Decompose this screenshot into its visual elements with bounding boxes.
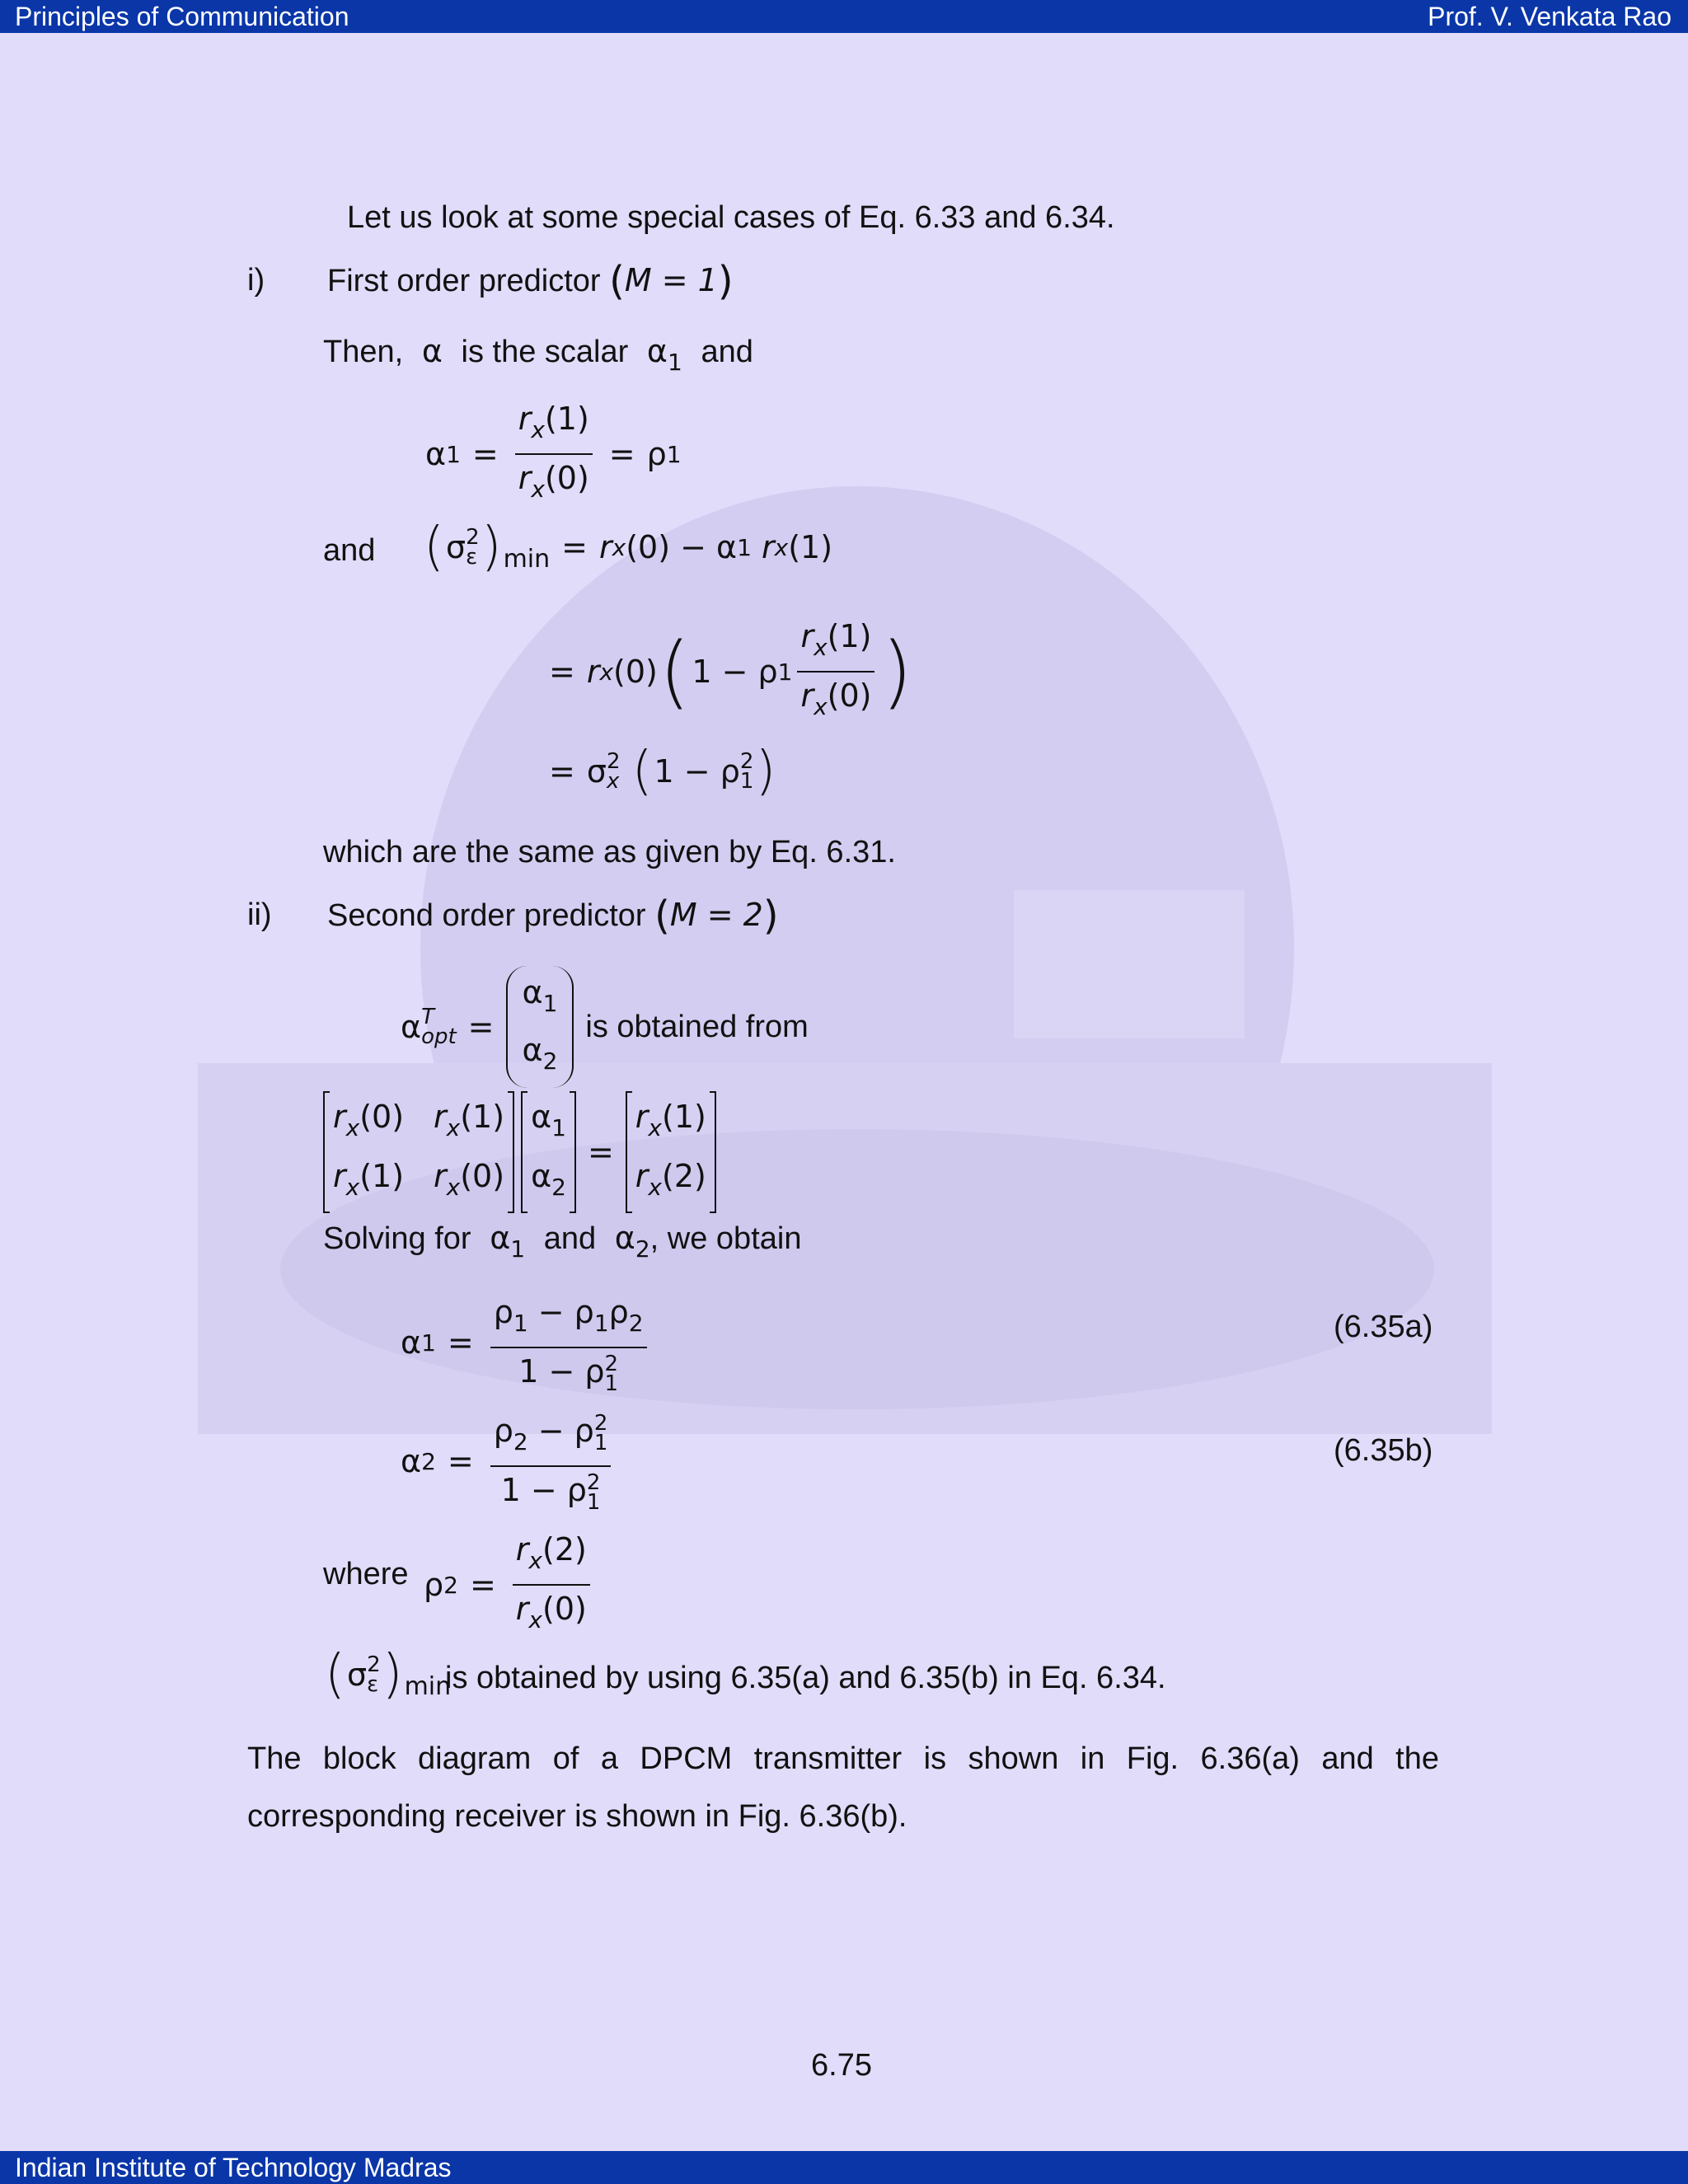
m-equals-2: M = 2 — [669, 897, 763, 933]
eq-sigma-min-3: = σ 2 x ( 1 − ρ 2 1 ) — [549, 741, 776, 802]
course-title: Principles of Communication — [15, 2, 349, 31]
footer-bar — [0, 2151, 1688, 2184]
then-word: Then, — [323, 335, 404, 369]
then-and: and — [701, 335, 753, 369]
scalar-text: is the scalar — [461, 335, 629, 369]
same-as-text: which are the same as given by Eq. 6.31. — [323, 835, 896, 869]
paragraph-line-2: corresponding receiver is shown in Fig. 6.36(b). — [247, 1799, 907, 1834]
eq-6-35a-label: (6.35a) — [1334, 1310, 1433, 1344]
where-word: where — [323, 1557, 409, 1591]
eq-alpha1-first-order: α 1 = $\frac{r_x(1)}{r_x(0)}$ = ρ 1 — [425, 401, 682, 503]
we-obtain: , we obtain — [649, 1221, 802, 1256]
eq-matrix-system: $r_x(0)$ $r_x(1)$ $r_x(1)$ $r_x(0)$ $\alpha_1$ $\alpha_2$ = $r_x(1)$ $r_x(2)$ — [323, 1091, 716, 1213]
paragraph-line-1: The block diagram of a DPCM transmitter is shown in Fig. 6.36(a) and the — [247, 1741, 1439, 1776]
eq-6-35a: α 1 = $\rho_1 - \rho_1\rho_2$ 1 − ρ 2 1 — [401, 1292, 652, 1394]
eq-sigma-min-2: = r x (0) ( 1 − ρ 1 $\frac{r_x(1)}{r_x(0)}$ ) — [549, 618, 912, 720]
item1-marker: i) — [247, 263, 265, 298]
intro-text: Let us look at some special cases of Eq. 6.33 and 6.34. — [347, 200, 1115, 235]
item2-heading: Second order predictor (M = 2) — [327, 893, 779, 939]
eq-6-35b-label: (6.35b) — [1334, 1433, 1433, 1468]
author-name: Prof. V. Venkata Rao — [1428, 2, 1672, 31]
then-line: Then, α is the scalar $\alpha_1$ and — [323, 333, 753, 376]
and-word: and — [323, 533, 376, 568]
sigma-note-text: is obtained by using 6.35(a) and 6.35(b) in Eq. 6.34. — [445, 1661, 1166, 1695]
institute-name: Indian Institute of Technology Madras — [15, 2153, 452, 2182]
obtained-from-text: is obtained from — [585, 1009, 809, 1044]
eq-6-35b: α 2 = $\rho_2 - \rho$ 2 1 1 − ρ 2 1 — [401, 1411, 616, 1512]
solving-and: and — [543, 1221, 597, 1256]
item2-title: Second order predictor — [327, 898, 646, 933]
header-bar — [0, 0, 1688, 33]
item1-heading: First order predictor (M = 1) — [327, 258, 734, 304]
sigma-min-symbol: ( σ 2 ε ) min — [325, 1644, 452, 1705]
item2-marker: ii) — [247, 898, 272, 932]
eq-sigma-min-1: ( σ 2 ε ) min = r x (0) − α 1 r x (1) — [424, 517, 833, 578]
page-number: 6.75 — [811, 2048, 872, 2083]
item1-title: First order predictor — [327, 264, 601, 298]
eq-rho2: ρ 2 = $\frac{r_x(2)}{r_x(0)}$ — [424, 1530, 595, 1640]
solving-line: Solving for $\alpha_1$ and $\alpha_2$, we obtain — [323, 1220, 802, 1263]
eq-alpha-opt: α T opt = $\alpha_1$ $\alpha_2$ is obtained from — [401, 966, 809, 1088]
solving-for: Solving for — [323, 1221, 471, 1256]
m-equals-1: M = 1 — [624, 262, 718, 298]
